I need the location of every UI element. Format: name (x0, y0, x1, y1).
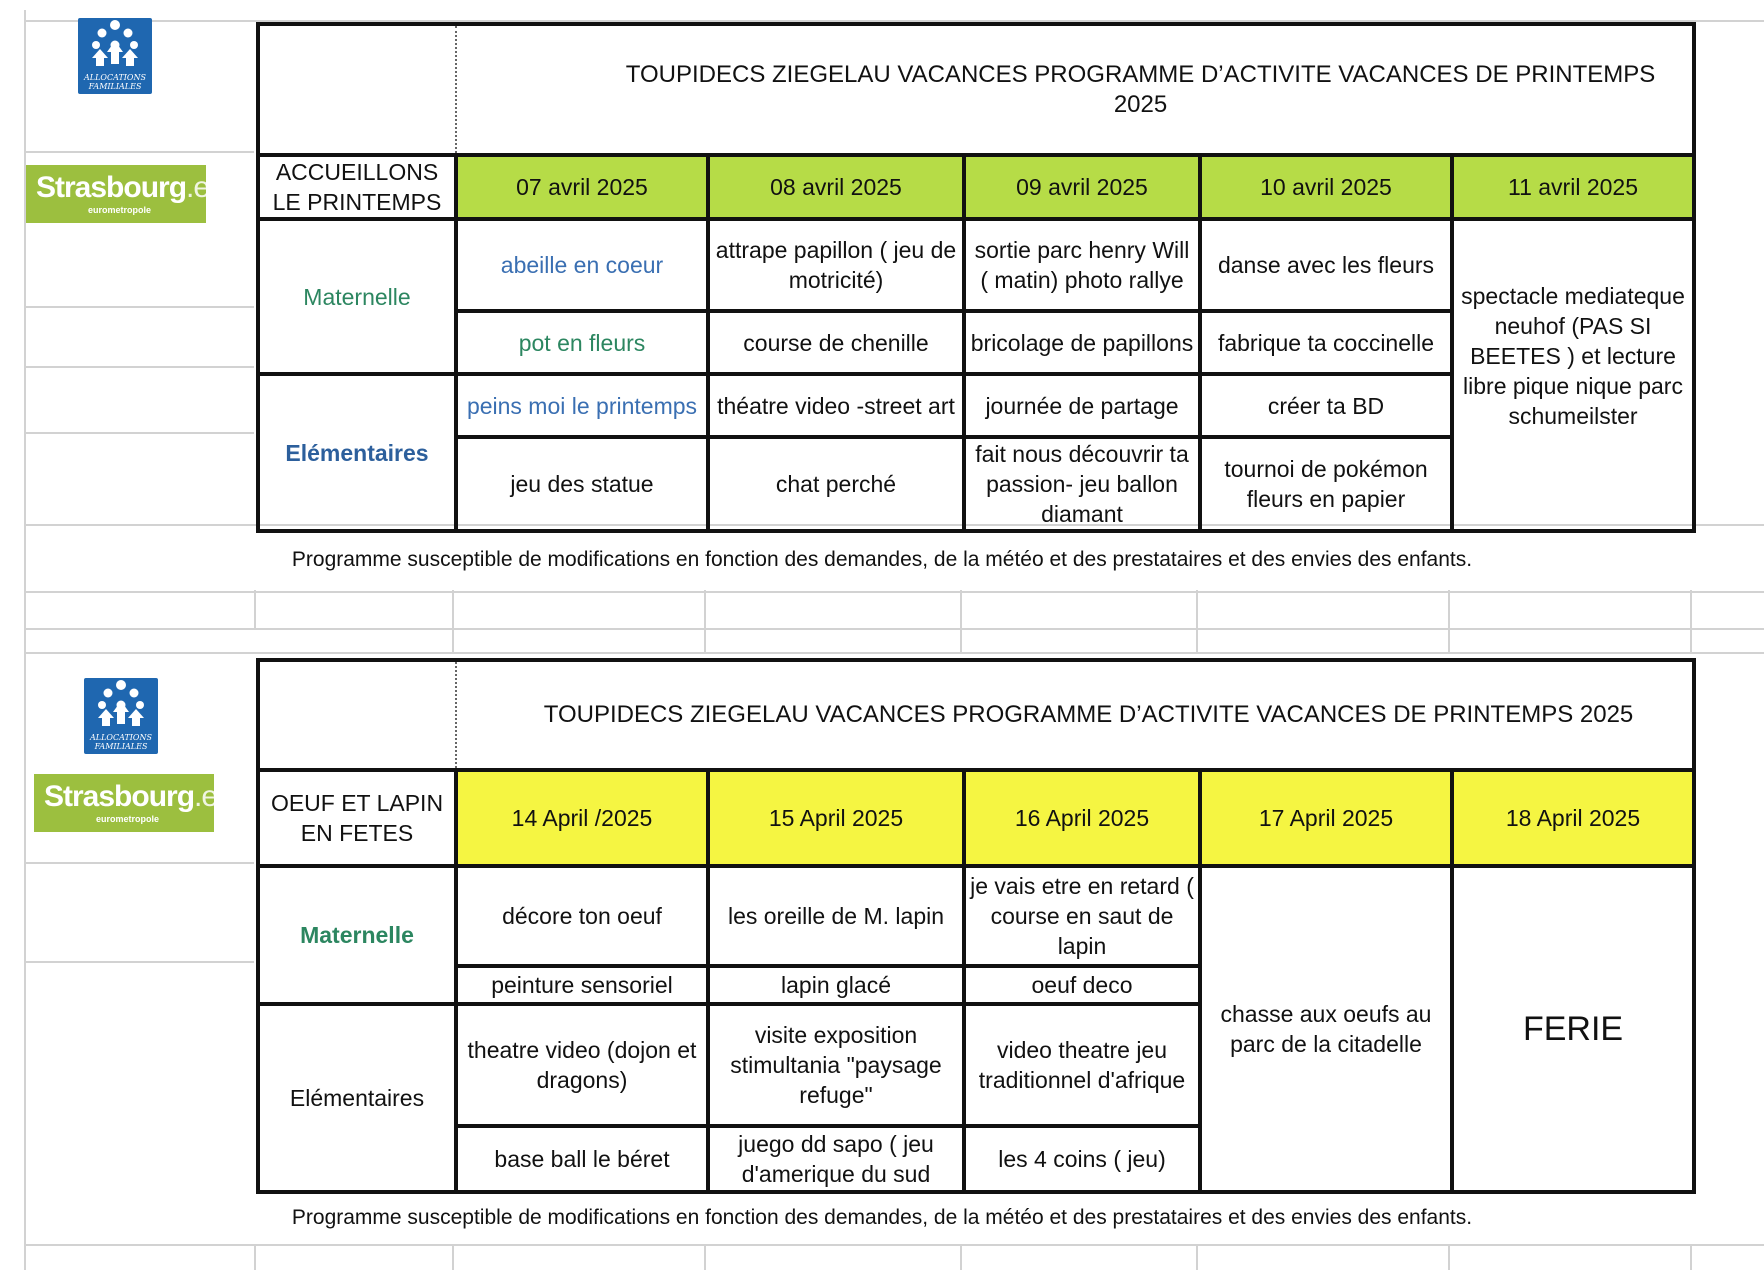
thursday-activity-cell: chasse aux oeufs au parc de la citadelle (1200, 866, 1452, 1192)
activity-cell: abeille en coeur (456, 219, 708, 311)
grid-line (24, 961, 254, 963)
activity-cell: décore ton oeuf (456, 866, 708, 966)
grid-line (24, 151, 254, 153)
friday-activity-cell: spectacle mediateque neuhof (PAS SI BEETES ) et lecture libre pique nique parc schumeilster (1452, 219, 1694, 531)
activity-cell: peinture sensoriel (456, 966, 708, 1004)
activity-cell: base ball le béret (456, 1126, 708, 1192)
grid-line (254, 590, 256, 628)
caf-figures-icon (84, 678, 158, 730)
activity-cell: juego dd sapo ( jeu d'amerique du sud (708, 1126, 964, 1192)
activity-cell: les 4 coins ( jeu) (964, 1126, 1200, 1192)
grid-line (1448, 590, 1450, 654)
grid-line (452, 590, 454, 654)
activity-cell: jeu des statue (456, 437, 708, 531)
grid-line (24, 1244, 1764, 1246)
date-header: 15 April 2025 (708, 770, 964, 866)
activity-cell: course de chenille (708, 311, 964, 374)
caf-logo (78, 18, 152, 94)
date-header: 14 April /2025 (456, 770, 708, 866)
strasbourg-logo-subtext: eurometropole (96, 814, 160, 824)
grid-line (24, 306, 254, 308)
grid-line (960, 1244, 962, 1270)
grid-line (704, 590, 706, 654)
strasbourg-logo (34, 774, 233, 832)
activity-cell: chat perché (708, 437, 964, 531)
grid-line (24, 628, 1764, 630)
schedule-title: TOUPIDECS ZIEGELAU VACANCES PROGRAMME D’ACTIVITE VACANCES DE PRINTEMPS 2025 (456, 24, 1694, 155)
grid-line (704, 1244, 706, 1270)
date-header: 08 avril 2025 (708, 155, 964, 219)
caf-figures-icon (78, 18, 152, 70)
strasbourg-logo-text: Strasbourg (44, 780, 195, 813)
footnote: Programme susceptible de modifications en fonction des demandes, de la météo et des prestataires et des envies des enfants. (291, 1206, 1473, 1229)
group-label-elementaires: Elémentaires (258, 1004, 456, 1192)
activity-cell: visite exposition stimultania "paysage refuge" (708, 1004, 964, 1126)
activity-cell: créer ta BD (1200, 374, 1452, 437)
strasbourg-logo-text: Strasbourg (36, 171, 187, 204)
grid-line (1690, 590, 1692, 654)
caf-logo (84, 678, 158, 754)
schedule-table-week2 (256, 658, 1696, 1194)
activity-cell: peins moi le printemps (456, 374, 708, 437)
week-theme: ACCUEILLONS LE PRINTEMPS (258, 155, 456, 219)
strasbourg-logo (26, 165, 225, 223)
activity-cell: tournoi de pokémon fleurs en papier (1200, 437, 1452, 531)
date-header: 11 avril 2025 (1452, 155, 1694, 219)
grid-line (960, 590, 962, 654)
caf-logo-text: ALLOCATIONS FAMILIALES (84, 73, 146, 91)
strasbourg-logo-suffix: .eu (186, 171, 225, 204)
date-header: 07 avril 2025 (456, 155, 708, 219)
schedule-table-week1 (256, 22, 1696, 533)
activity-cell: pot en fleurs (456, 311, 708, 374)
activity-cell: video theatre jeu traditionnel d'afrique (964, 1004, 1200, 1126)
grid-line (254, 1244, 256, 1270)
footnote: Programme susceptible de modifications en fonction des demandes, de la météo et des prestataires et des envies des enfants. (291, 548, 1473, 571)
strasbourg-logo-suffix: .eu (194, 780, 233, 813)
friday-holiday-cell: FERIE (1452, 866, 1694, 1192)
date-header: 09 avril 2025 (964, 155, 1200, 219)
week-theme: OEUF ET LAPIN EN FETES (258, 770, 456, 866)
activity-cell: oeuf deco (964, 966, 1200, 1004)
activity-cell: journée de partage (964, 374, 1200, 437)
activity-cell: fait nous découvrir ta passion- jeu ballon diamant (964, 437, 1200, 531)
activity-cell: sortie parc henry Will ( matin) photo rallye (964, 219, 1200, 311)
activity-cell: lapin glacé (708, 966, 964, 1004)
group-label-elementaires: Elémentaires (258, 374, 456, 531)
grid-line (452, 1244, 454, 1270)
date-header: 18 April 2025 (1452, 770, 1694, 866)
corner-cell (258, 660, 456, 770)
group-label-maternelle: Maternelle (258, 219, 456, 374)
grid-line (24, 432, 254, 434)
grid-line (1196, 1244, 1198, 1270)
grid-line (1448, 1244, 1450, 1270)
strasbourg-logo-subtext: eurometropole (88, 205, 152, 215)
activity-cell: theatre video (dojon et dragons) (456, 1004, 708, 1126)
activity-cell: fabrique ta coccinelle (1200, 311, 1452, 374)
activity-cell: bricolage de papillons (964, 311, 1200, 374)
activity-cell: théatre video -street art (708, 374, 964, 437)
grid-line (24, 366, 254, 368)
date-header: 10 avril 2025 (1200, 155, 1452, 219)
group-label-maternelle: Maternelle (258, 866, 456, 1004)
grid-line (24, 591, 1764, 593)
activity-cell: attrape papillon ( jeu de motricité) (708, 219, 964, 311)
schedule-title: TOUPIDECS ZIEGELAU VACANCES PROGRAMME D’ACTIVITE VACANCES DE PRINTEMPS 2025 (456, 660, 1694, 770)
caf-logo-text: ALLOCATIONS FAMILIALES (90, 733, 152, 751)
grid-line (1690, 1244, 1692, 1270)
corner-cell (258, 24, 456, 155)
activity-cell: danse avec les fleurs (1200, 219, 1452, 311)
activity-cell: je vais etre en retard ( course en saut de lapin (964, 866, 1200, 966)
grid-line (24, 862, 254, 864)
grid-line (1196, 590, 1198, 654)
activity-cell: les oreille de M. lapin (708, 866, 964, 966)
date-header: 16 April 2025 (964, 770, 1200, 866)
grid-line (24, 652, 1764, 654)
date-header: 17 April 2025 (1200, 770, 1452, 866)
